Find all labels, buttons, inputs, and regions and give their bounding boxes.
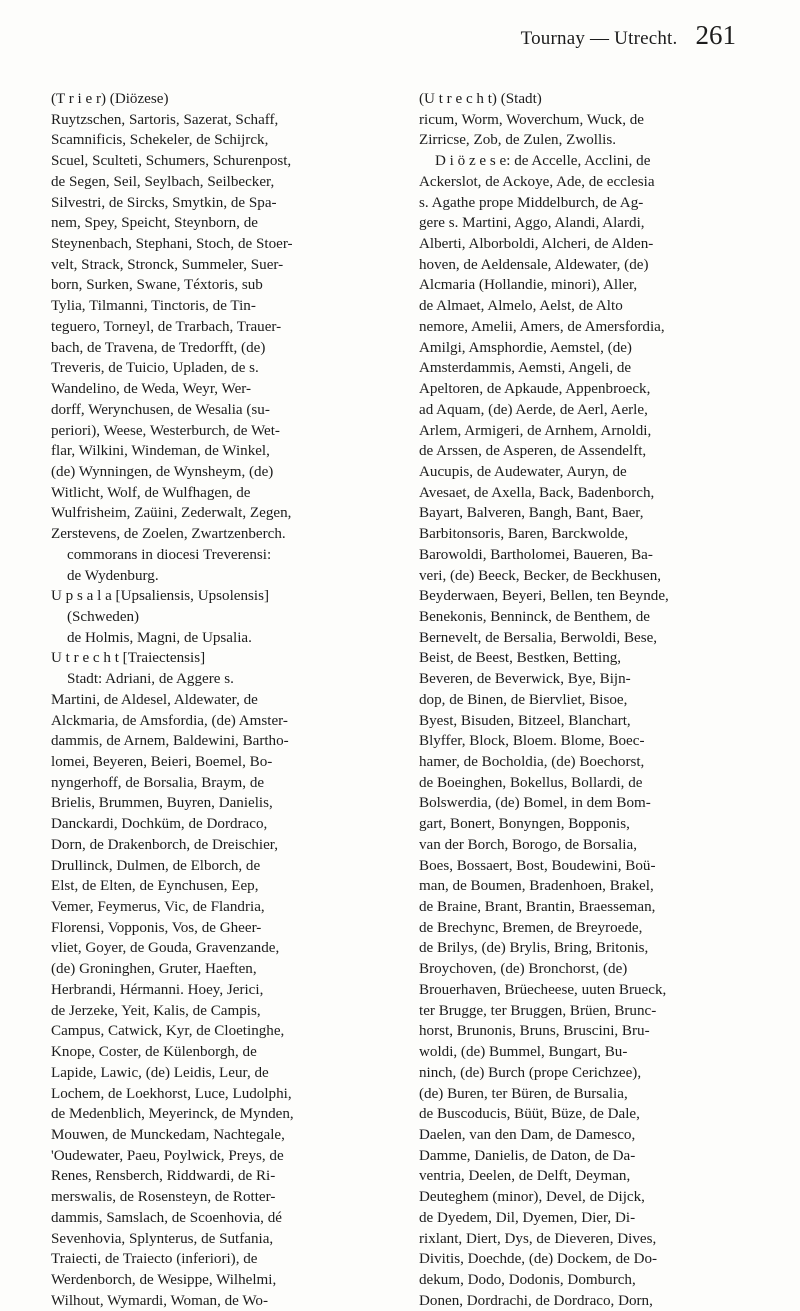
text-line: Wilhout, Wymardi, Woman, de Wo- (51, 1292, 268, 1309)
text-line: Brielis, Brummen, Buyren, Danielis, (51, 795, 273, 812)
text-line: Aucupis, de Audewater, Auryn, de (419, 463, 627, 480)
text-line: (Schweden) (67, 608, 140, 625)
text-line: D i ö z e s e: de Accelle, Acclini, de (435, 153, 651, 170)
text-line: de Almaet, Almelo, Aelst, de Alto (419, 298, 623, 315)
text-line: Amilgi, Amsphordie, Aemstel, (de) (419, 339, 632, 356)
text-line: Divitis, Doechde, (de) Dockem, de Do- (419, 1251, 658, 1268)
text-line: vliet, Goyer, de Gouda, Gravenzande, (51, 940, 280, 957)
text-line: Brouerhaven, Brüecheese, uuten Brueck, (419, 981, 667, 998)
text-line: hamer, de Bocholdia, (de) Boechorst, (419, 754, 645, 770)
text-line: veri, (de) Beeck, Becker, de Beckhusen, (419, 567, 662, 584)
text-line: born, Surken, Swane, Téxtoris, sub (51, 277, 263, 294)
text-line: gere s. Martini, Aggo, Alandi, Alardi, (419, 215, 645, 232)
text-line: de Wydenburg. (67, 567, 159, 584)
text-line: Vemer, Feymerus, Vic, de Flandria, (51, 899, 265, 916)
text-line: Alckmaria, de Amsfordia, (de) Amster- (51, 712, 288, 729)
text-line: Knope, Coster, de Külenborgh, de (51, 1044, 257, 1061)
text-line: horst, Brunonis, Bruns, Bruscini, Bru- (419, 1023, 650, 1040)
text-line: Deuteghem (minor), Devel, de Dijck, (419, 1189, 645, 1206)
text-line: Witlicht, Wolf, de Wulfhagen, de (51, 484, 251, 501)
text-line: teguero, Torneyl, de Trarbach, Trauer- (51, 318, 282, 335)
text-line: lomei, Beyeren, Beieri, Boemel, Bo- (51, 754, 273, 770)
text-line: Barowoldi, Bartholomei, Baueren, Ba- (419, 546, 653, 563)
text-line: Alberti, Alborboldi, Alcheri, de Alden- (419, 236, 654, 253)
text-line: Werdenborch, de Wesippe, Wilhelmi, (51, 1271, 277, 1288)
text-line: Danckardi, Dochküm, de Dordraco, (51, 816, 268, 833)
text-line: 'Oudewater, Paeu, Poylwick, Preys, de (51, 1147, 284, 1164)
left-column (51, 89, 381, 1311)
text-line: van der Borch, Borogo, de Borsalia, (419, 836, 637, 853)
text-line: de Arssen, de Asperen, de Assendelft, (419, 443, 647, 460)
text-line: de Brechync, Bremen, de Breyroede, (419, 919, 643, 936)
text-line: Beist, de Beest, Bestken, Betting, (419, 650, 622, 667)
text-line: Tylia, Tilmanni, Tinctoris, de Tin- (51, 298, 256, 315)
text-line: Ackerslot, de Ackoye, Ade, de ecclesia (419, 173, 655, 190)
text-line: ventria, Deelen, de Delft, Deyman, (419, 1168, 631, 1185)
text-line: Silvestri, de Sircks, Smytkin, de Spa- (51, 194, 277, 211)
text-line: (U t r e c h t) (Stadt) (419, 91, 542, 107)
text-line: bach, de Travena, de Tredorfft, (de) (51, 339, 266, 356)
text-line: velt, Strack, Stronck, Summeler, Suer- (51, 256, 284, 273)
text-line: Steynenbach, Stephani, Stoch, de Stoer- (51, 236, 293, 253)
text-line: Mouwen, de Munckedam, Nachtegale, (51, 1126, 285, 1143)
running-title: Tournay — Utrecht. (520, 28, 678, 49)
text-line: dekum, Dodo, Dodonis, Domburch, (419, 1271, 636, 1288)
text-line: de Medenblich, Meyerinck, de Mynden, (51, 1106, 294, 1123)
text-line: dammis, Samslach, de Scoenhovia, dé (51, 1209, 282, 1226)
text-line: dorff, Werynchusen, de Wesalia (su- (51, 401, 270, 418)
text-line: Zerstevens, de Zoelen, Zwartzenberch. (51, 526, 286, 543)
text-line: Alcmaria (Hollandie, minori), Aller, (419, 277, 638, 294)
text-line: Florensi, Vopponis, Vos, de Gheer- (51, 919, 262, 936)
text-line: Herbrandi, Hérmanni. Hoey, Jerici, (51, 981, 264, 998)
text-line: Lochem, de Loekhorst, Luce, Ludolphi, (51, 1085, 292, 1102)
text-line: s. Agathe prope Middelburch, de Ag- (419, 194, 644, 211)
text-line: gart, Bonert, Bonyngen, Bopponis, (419, 816, 630, 833)
text-line: Treveris, de Tuicio, Upladen, de s. (51, 360, 259, 377)
text-line: Zirricse, Zob, de Zulen, Zwollis. (419, 132, 617, 149)
text-line: de Segen, Seil, Seylbach, Seilbecker, (51, 173, 275, 190)
text-line: nemore, Amelii, Amers, de Amersfordia, (419, 318, 665, 335)
text-line: (de) Wynningen, de Wynsheym, (de) (51, 463, 274, 480)
text-line: de Brilys, (de) Brylis, Bring, Britonis, (419, 940, 649, 957)
text-line: Beyderwaen, Beyeri, Bellen, ten Beynde, (419, 588, 669, 605)
text-line: periori), Weese, Westerburch, de Wet- (51, 422, 280, 439)
text-line: Martini, de Aldesel, Aldewater, de (51, 691, 258, 708)
text-line: Bayart, Balveren, Bangh, Bant, Baer, (419, 505, 644, 522)
text-line: Benekonis, Benninck, de Benthem, de (419, 608, 650, 625)
text-line: (T r i e r) (Diözese) (51, 91, 169, 107)
text-line: flar, Wilkini, Windeman, de Winkel, (51, 443, 270, 460)
text-line: Drullinck, Dulmen, de Elborch, de (51, 857, 261, 874)
text-line: (de) Groninghen, Gruter, Haeften, (51, 961, 257, 978)
text-line: nyngerhoff, de Borsalia, Braym, de (51, 774, 265, 791)
text-line: Elst, de Elten, de Eynchusen, Eep, (51, 878, 259, 895)
text-line: Broychoven, (de) Bronchorst, (de) (419, 961, 628, 978)
text-line: Barbitonsoris, Baren, Barckwolde, (419, 526, 629, 543)
text-line: Wandelino, de Weda, Weyr, Wer- (51, 381, 252, 398)
text-line: Ruytzschen, Sartoris, Sazerat, Schaff, (51, 111, 279, 128)
text-line: merswalis, de Rosensteyn, de Rotter- (51, 1189, 276, 1206)
text-line: de Boeinghen, Bokellus, Bollardi, de (419, 774, 643, 791)
text-line: Blyffer, Block, Bloem. Blome, Boec- (419, 733, 645, 750)
text-line: Lapide, Lawic, (de) Leidis, Leur, de (51, 1064, 269, 1081)
text-line: Bolswerdia, (de) Bomel, in dem Bom- (419, 795, 651, 812)
text-line: Stadt: Adriani, de Aggere s. (67, 671, 234, 688)
text-line: Daelen, van den Dam, de Damesco, (419, 1126, 636, 1143)
text-line: Byest, Bisuden, Bitzeel, Blanchart, (419, 712, 631, 729)
text-line: Scamnificis, Schekeler, de Schijrck, (51, 132, 269, 149)
text-line: Beveren, de Beverwick, Bye, Bijn- (419, 671, 631, 688)
text-line: U p s a l a [Upsaliensis, Upsolensis] (51, 588, 269, 605)
text-line: Bernevelt, de Bersalia, Berwoldi, Bese, (419, 629, 658, 646)
text-line: ninch, (de) Burch (prope Cerichzee), (419, 1064, 642, 1081)
text-line: de Holmis, Magni, de Upsalia. (67, 629, 252, 646)
text-line: man, de Boumen, Bradenhoen, Brakel, (419, 878, 654, 895)
text-line: de Braine, Brant, Brantin, Braesseman, (419, 899, 656, 916)
text-line: Amsterdammis, Aemsti, Angeli, de (419, 360, 632, 377)
text-line: ad Aquam, (de) Aerde, de Aerl, Aerle, (419, 401, 648, 418)
text-line: Damme, Danielis, de Daton, de Da- (419, 1147, 636, 1164)
text-line: Donen, Dordrachi, de Dordraco, Dorn, (419, 1292, 653, 1309)
text-line: Dorn, de Drakenborch, de Dreischier, (51, 836, 278, 853)
text-line: Scuel, Sculteti, Schumers, Schurenpost, (51, 153, 292, 170)
text-line: Sevenhovia, Splynterus, de Sutfania, (51, 1230, 274, 1247)
text-line: commorans in diocesi Treverensi: (67, 546, 272, 563)
text-line: rixlant, Diert, Dys, de Dieveren, Dives, (419, 1230, 657, 1247)
text-line: ricum, Worm, Woverchum, Wuck, de (419, 111, 644, 128)
text-line: Campus, Catwick, Kyr, de Cloetinghe, (51, 1023, 285, 1040)
text-line: dop, de Binen, de Biervliet, Bisoe, (419, 691, 628, 708)
text-line: U t r e c h t [Traiectensis] (51, 650, 206, 667)
text-line: de Dyedem, Dil, Dyemen, Dier, Di- (419, 1209, 636, 1226)
text-line: Arlem, Armigeri, de Arnhem, Arnoldi, (419, 422, 652, 439)
text-line: Traiecti, de Traiecto (inferiori), de (51, 1251, 258, 1268)
text-line: woldi, (de) Bummel, Bungart, Bu- (419, 1044, 628, 1061)
page-number: 261 (695, 20, 736, 50)
right-column (419, 89, 749, 1311)
text-line: Apeltoren, de Apkaude, Appenbroeck, (419, 381, 651, 398)
text-line: de Buscoducis, Büüt, Büze, de Dale, (419, 1106, 640, 1123)
text-line: Boes, Bossaert, Bost, Boudewini, Boü- (419, 857, 656, 874)
text-line: Avesaet, de Axella, Back, Badenborch, (419, 484, 655, 501)
text-line: de Jerzeke, Yeit, Kalis, de Campis, (51, 1002, 261, 1019)
text-line: Renes, Rensberch, Riddwardi, de Ri- (51, 1168, 276, 1185)
text-line: hoven, de Aeldensale, Aldewater, (de) (419, 256, 649, 273)
running-head (0, 20, 736, 51)
text-line: dammis, de Arnem, Baldewini, Bartho- (51, 733, 289, 750)
text-line: ter Brugge, ter Bruggen, Brüen, Brunc- (419, 1002, 657, 1019)
text-line: (de) Buren, ter Büren, de Bursalia, (419, 1085, 628, 1102)
text-line: nem, Spey, Speicht, Steynborn, de (51, 215, 258, 232)
text-line: Wulfrisheim, Zaüini, Zederwalt, Zegen, (51, 505, 292, 522)
